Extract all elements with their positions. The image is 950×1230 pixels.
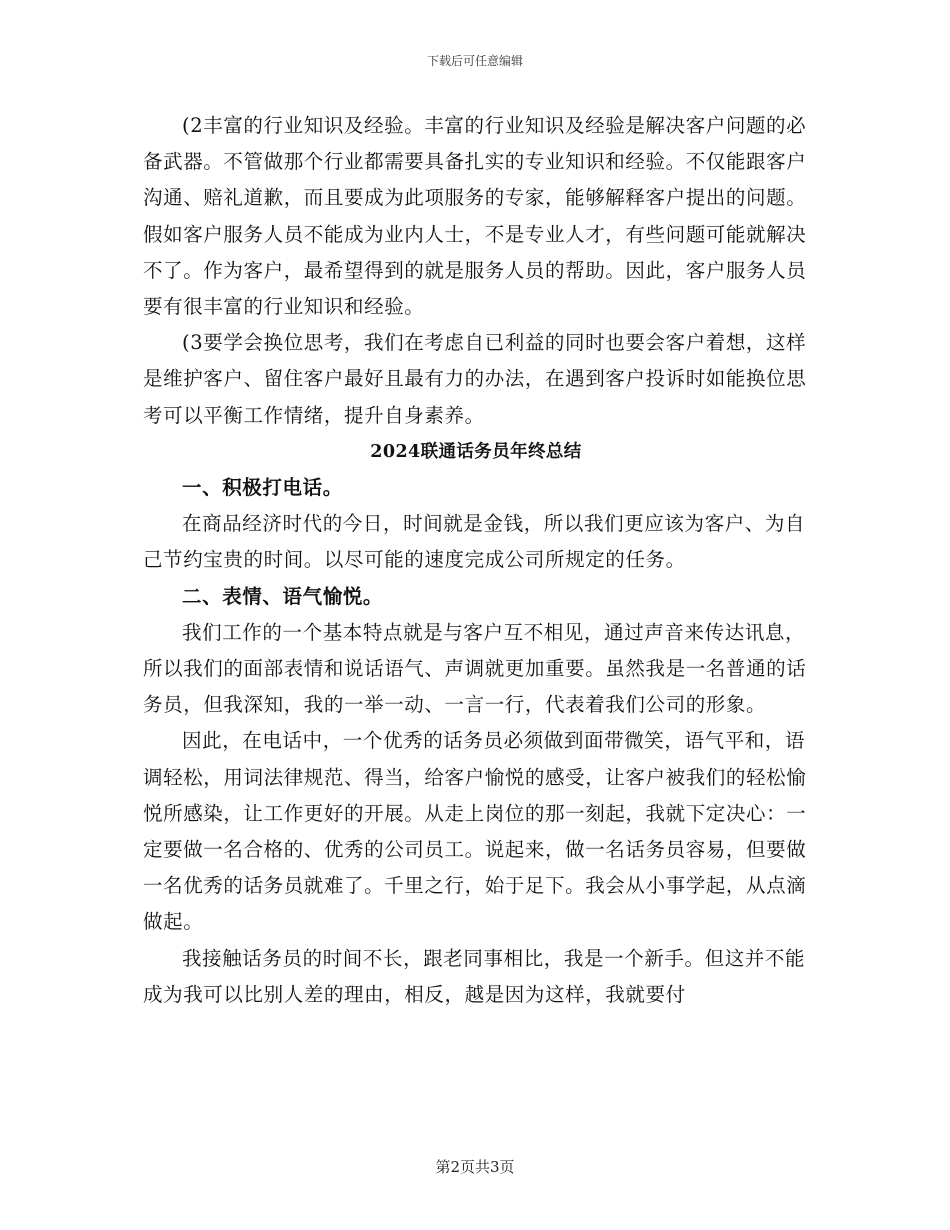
paragraph-voice: 我们工作的一个基本特点就是与客户互不相见，通过声音来传达讯息，所以我们的面部表情和说话语气、声调就更加重要。虽然我是一名普通的话务员，但我深知，我的一举一动、一言一行，代表着我们公司的形象。 [143, 620, 807, 717]
paragraph-newcomer: 我接触话务员的时间不长，跟老同事相比，我是一个新手。但这并不能成为我可以比别人差的理由，相反，越是因为这样，我就要付 [143, 946, 806, 1006]
paragraph-time: 在商品经济时代的今日，时间就是金钱，所以我们更应该为客户、为自己节约宝贵的时间。以尽可能的速度完成公司所规定的任务。 [143, 512, 806, 572]
document-title: 2024联通话务员年终总结 [370, 441, 582, 462]
paragraph-smile: 因此，在电话中，一个优秀的话务员必须做到面带微笑，语气平和，语调轻松，用词法律规范、得当，给客户愉悦的感受，让客户被我们的轻松愉悦所感染，让工作更好的开展。从走上岗位的那一刻起，我就下定决心：一定要做一名合格的、优秀的公司员工。说起来，做一名话务员容易，但要做一名优秀的话务员就难了。千里之行，始于足下。我会从小事学起，从点滴做起。 [143, 729, 807, 934]
section-heading-expression: 二、表情、语气愉悦。 [182, 584, 384, 608]
page-header: 下载后可任意编辑 [426, 54, 523, 68]
paragraph-industry-knowledge: (2丰富的行业知识及经验。丰富的行业知识及经验是解决客户问题的必备武器。不管做那个行业都需要具备扎实的专业知识和经验。不仅能跟客户沟通、赔礼道歉，而且要成为此项服务的专家，能够解释客户提出的问题。假如客户服务人员不能成为业内人士，不是专业人才，有些问题可能就解决不了。作为客户，最希望得到的就是服务人员的帮助。因此，客户服务人员要有很丰富的行业知识和经验。 [143, 114, 807, 319]
page-number: 第2页共3页 [435, 1158, 515, 1176]
document-body [143, 108, 809, 1013]
section-heading-phone: 一、积极打电话。 [182, 476, 343, 500]
paragraph-empathy: (3要学会换位思考，我们在考虑自已利益的同时也要会客户着想，这样是维护客户、留住客户最好且最有力的办法，在遇到客户投诉时如能换位思考可以平衡工作情绪，提升自身素养。 [143, 331, 807, 427]
